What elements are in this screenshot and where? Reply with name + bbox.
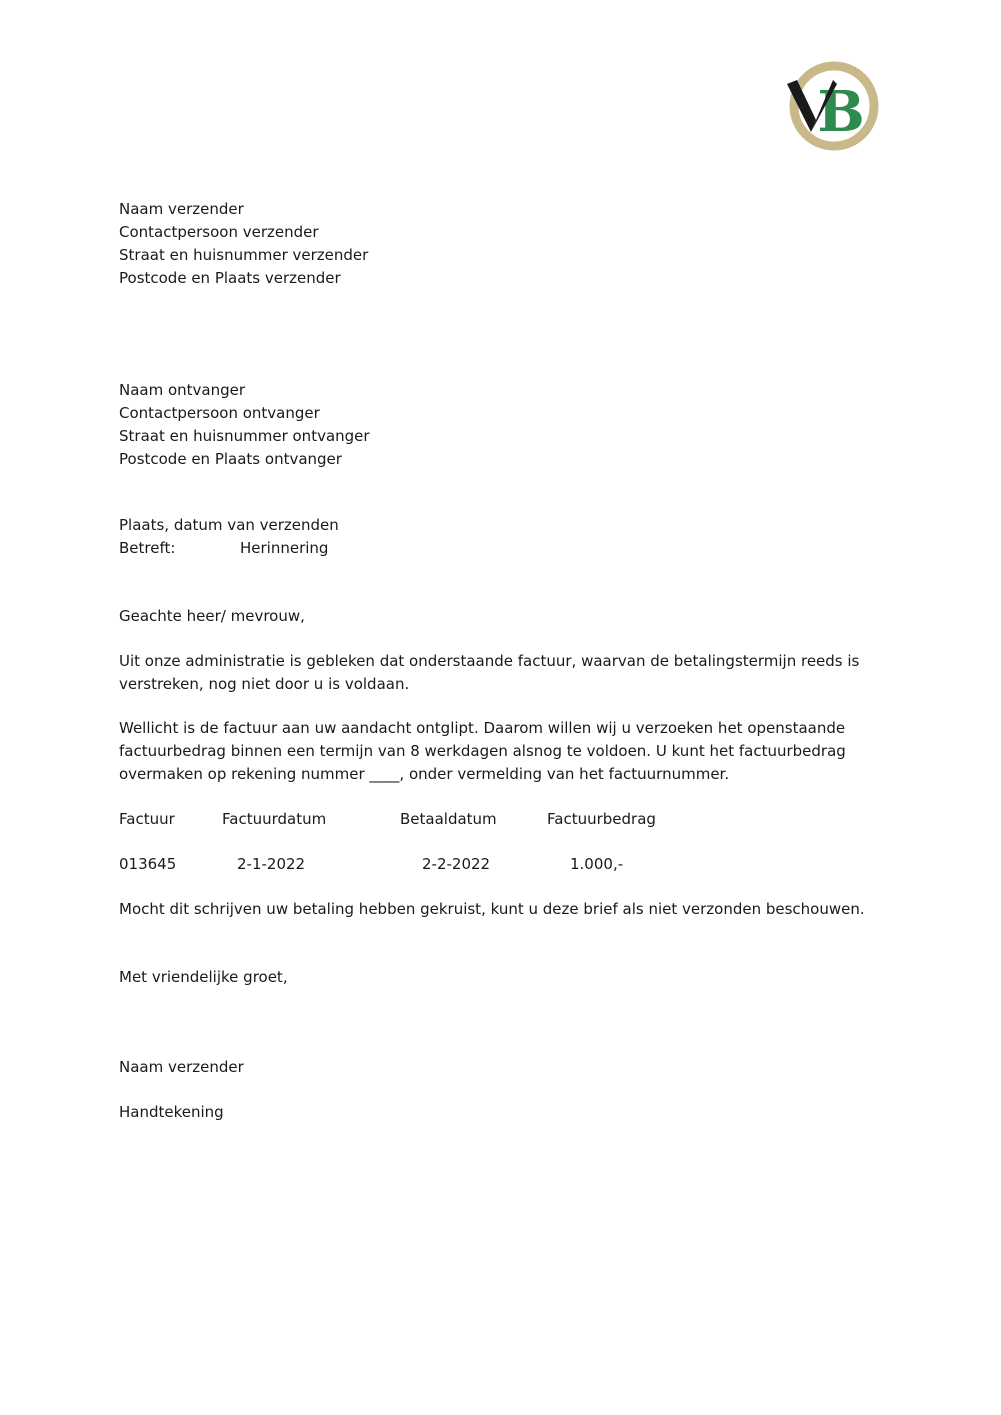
recipient-contact: Contactpersoon ontvanger bbox=[119, 404, 320, 422]
signer-name-text: Naam verzender bbox=[119, 1058, 244, 1076]
letter-meta bbox=[119, 514, 879, 560]
cell-payment-date: 2-2-2022 bbox=[422, 855, 491, 873]
cell-invoice-number: 013645 bbox=[119, 855, 177, 873]
header-factuur: Factuur bbox=[119, 810, 175, 828]
paragraph-3-text: Mocht dit schrijven uw betaling hebben gekruist, kunt u deze brief als niet verzonden beschouwen. bbox=[119, 900, 865, 918]
subject-value: Herinnering bbox=[240, 539, 329, 557]
recipient-name: Naam ontvanger bbox=[119, 381, 246, 399]
paragraph-1-text: Uit onze administratie is gebleken dat onderstaande factuur, waarvan de betalingstermijn reeds is verstreken, nog niet door u is voldaan. bbox=[119, 652, 860, 693]
signer-name bbox=[119, 1056, 879, 1079]
closing-text: Met vriendelijke groet, bbox=[119, 968, 288, 986]
sender-name: Naam verzender bbox=[119, 200, 244, 218]
paragraph-1 bbox=[119, 650, 869, 696]
closing bbox=[119, 966, 879, 989]
salutation bbox=[119, 605, 879, 628]
recipient-address bbox=[119, 379, 879, 471]
sender-street: Straat en huisnummer verzender bbox=[119, 246, 369, 264]
recipient-city: Postcode en Plaats ontvanger bbox=[119, 450, 342, 468]
recipient-street: Straat en huisnummer ontvanger bbox=[119, 427, 370, 445]
header-betaaldatum: Betaaldatum bbox=[400, 810, 497, 828]
paragraph-3 bbox=[119, 898, 879, 921]
company-logo bbox=[783, 60, 883, 152]
signature-text: Handtekening bbox=[119, 1103, 224, 1121]
subject-line bbox=[119, 537, 879, 560]
header-factuurbedrag: Factuurbedrag bbox=[547, 810, 656, 828]
logo-letter-b: B bbox=[817, 79, 865, 145]
sender-contact: Contactpersoon verzender bbox=[119, 223, 319, 241]
place-date: Plaats, datum van verzenden bbox=[119, 516, 339, 534]
signature bbox=[119, 1101, 879, 1124]
salutation-text: Geachte heer/ mevrouw, bbox=[119, 607, 305, 625]
sender-city: Postcode en Plaats verzender bbox=[119, 269, 341, 287]
header-factuurdatum: Factuurdatum bbox=[222, 810, 327, 828]
paragraph-2-text: Wellicht is de factuur aan uw aandacht ontglipt. Daarom willen wij u verzoeken het openstaande factuurbedrag binnen een termijn van 8 werkdagen alsnog te voldoen. U kunt het factuurbedrag overmaken op rekening nummer ____, onder vermelding van het factuurnummer. bbox=[119, 719, 846, 783]
cell-invoice-amount: 1.000,- bbox=[570, 855, 624, 873]
paragraph-2 bbox=[119, 717, 869, 786]
table-row bbox=[119, 853, 879, 876]
sender-address bbox=[119, 198, 879, 290]
cell-invoice-date: 2-1-2022 bbox=[237, 855, 306, 873]
subject-label: Betreft: bbox=[119, 539, 176, 557]
invoice-table-header bbox=[119, 808, 879, 831]
